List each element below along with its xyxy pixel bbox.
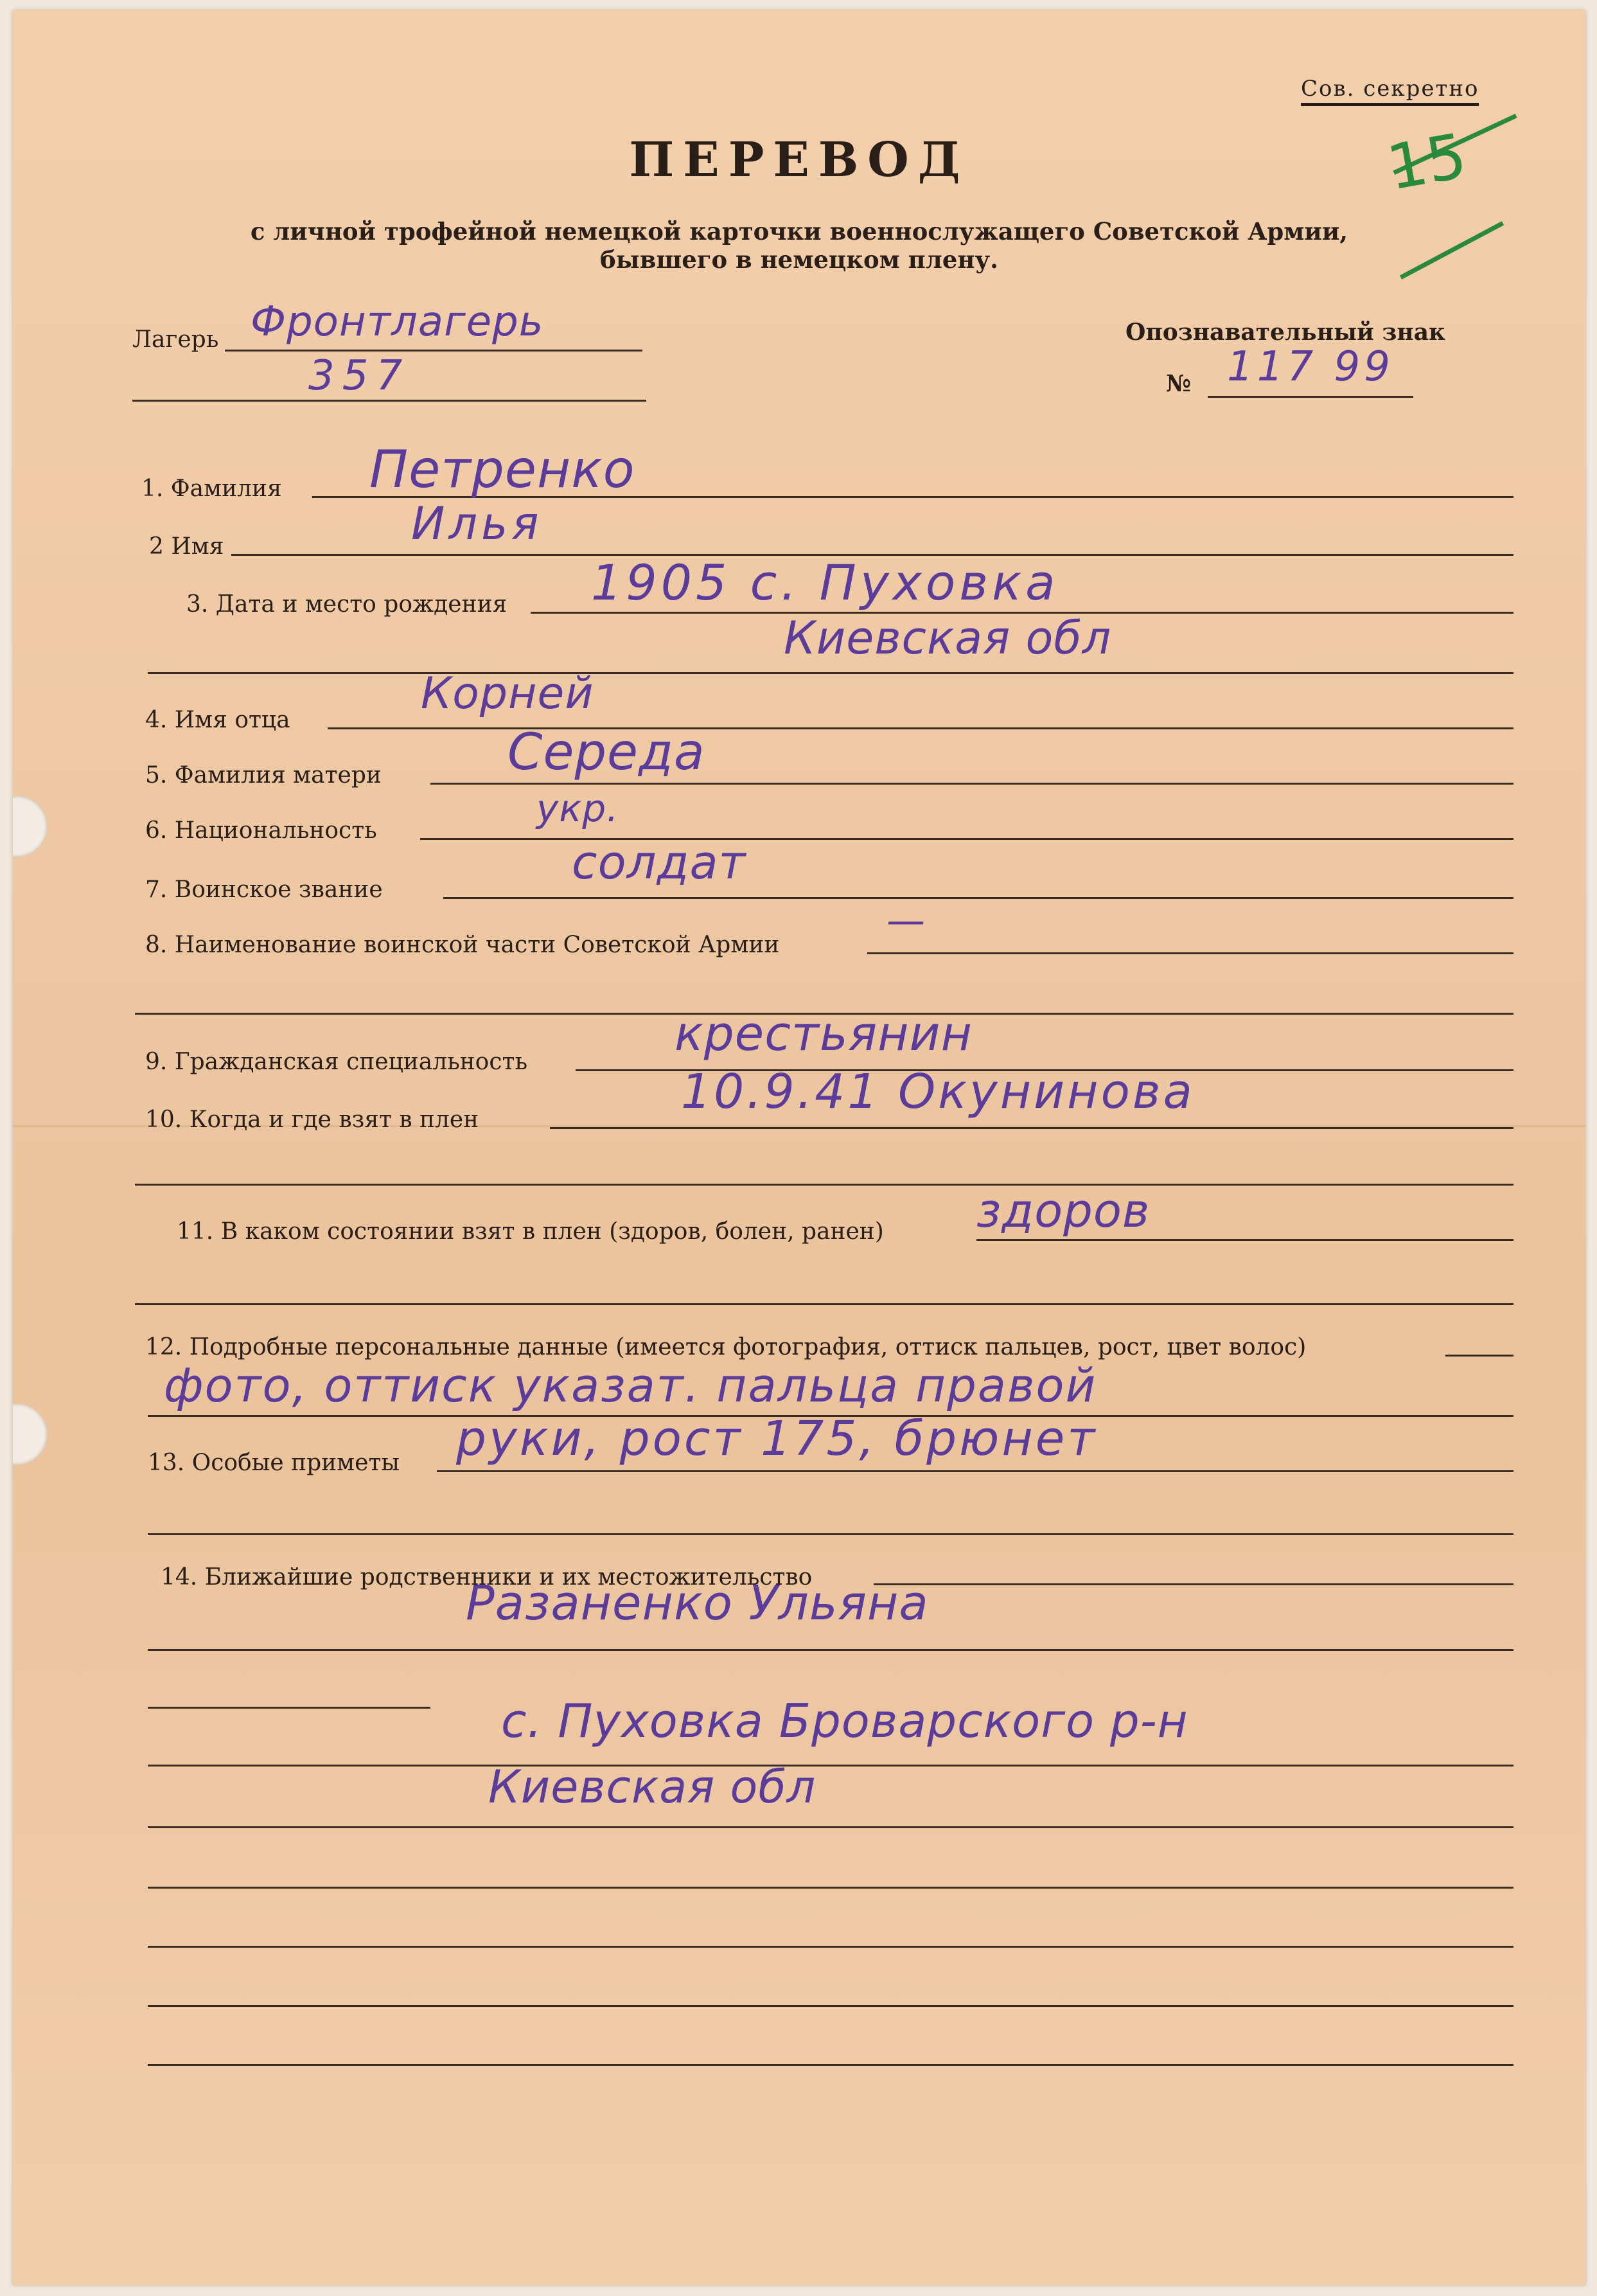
field-14-value-line-2: с. Пуховка Броварского р-н [501,1694,1188,1748]
field-8-line-1 [867,952,1513,954]
field-14-value-line-1: Разаненко Ульяна [466,1576,929,1631]
field-14-line-7 [148,1946,1513,1948]
field-14-line-6 [148,1887,1513,1889]
camp-line-2 [132,400,646,402]
field-10-line-2 [135,1184,1513,1186]
field-11-value: здоров [976,1184,1151,1238]
field-14-line-2 [148,1649,1513,1651]
field-6-label: 6. Национальность [145,817,377,844]
field-1-value: Петренко [369,440,635,499]
field-4-line [328,727,1513,729]
field-8-label: 8. Наименование воинской части Советской Армии [145,932,780,958]
field-6-value: укр. [536,787,619,830]
field-11-label: 11. В каком состоянии взят в плен (здоров, болен, ранен) [177,1218,884,1245]
field-9-value: крестьянин [675,1006,973,1062]
punch-hole-bottom [13,1403,48,1465]
corner-mark-number: 15 [1382,120,1472,204]
field-1-label: 1. Фамилия [141,476,282,502]
field-5-label: 5. Фамилия матери [145,762,382,788]
id-tag-value: 117 99 [1227,343,1394,391]
document-sheet [13,10,1585,2285]
field-5-line [430,783,1513,785]
id-tag-number-label: № [1166,370,1192,397]
field-14-line-4 [148,1765,1513,1766]
camp-value-line-1: Фронтлагерь [251,298,544,346]
field-7-value: солдат [572,835,746,889]
field-2-label: 2 Имя [149,533,224,560]
camp-value-line-2: 357 [308,352,410,400]
field-14-line-8 [148,2005,1513,2007]
field-7-label: 7. Воинское звание [145,877,383,903]
punch-hole-top [13,796,48,857]
field-9-label: 9. Гражданская специальность [145,1049,528,1075]
classification-stamp: Сов. секретно [1301,76,1479,106]
field-13-line-2 [148,1533,1513,1535]
field-11-line-1 [976,1239,1513,1241]
field-8-value: — [887,898,926,943]
field-13-line-1 [437,1470,1513,1472]
id-tag-label: Опознавательный знак [1125,319,1446,346]
field-10-line-1 [550,1127,1513,1129]
field-10-value: 10.9.41 Окунинова [681,1064,1195,1119]
field-2-value: Илья [411,497,543,550]
field-14-value-line-3: Киевская обл [488,1761,816,1813]
field-14-line-1 [874,1583,1513,1585]
field-3-value-line-2: Киевская обл [784,612,1112,664]
field-5-value: Середа [507,724,705,781]
camp-label: Лагерь [132,326,219,353]
field-4-value: Корней [421,668,594,719]
document-title: ПЕРЕВОД [629,132,969,188]
field-4-label: 4. Имя отца [145,707,290,733]
field-12-line-1 [1445,1355,1513,1357]
field-7-line [443,897,1513,899]
field-12-value: фото, оттиск указат. пальца правой [164,1358,1097,1412]
field-14-line-3 [148,1707,430,1709]
field-3-line-2 [148,672,1513,674]
field-13-value: руки, рост 175, брюнет [456,1411,1098,1466]
field-10-label: 10. Когда и где взят в плен [145,1107,479,1133]
field-3-label: 3. Дата и место рождения [186,591,507,618]
field-14-line-9 [148,2064,1513,2066]
subtitle-line-2: бывшего в немецком плену. [599,245,999,274]
subtitle-line-1: с личной трофейной немецкой карточки военнослужащего Советской Армии, [250,217,1348,245]
id-tag-line [1208,396,1413,398]
field-13-label: 13. Особые приметы [148,1450,400,1476]
field-14-label: 14. Ближайшие родственники и их местожительство [161,1564,813,1590]
field-3-value-line-1: 1905 с. Пуховка [591,554,1059,611]
field-11-line-2 [135,1303,1513,1305]
camp-line-1 [225,350,642,352]
field-14-line-5 [148,1826,1513,1828]
field-12-label: 12. Подробные персональные данные (имеется фотография, оттиск пальцев, рост, цвет волос) [145,1334,1307,1360]
